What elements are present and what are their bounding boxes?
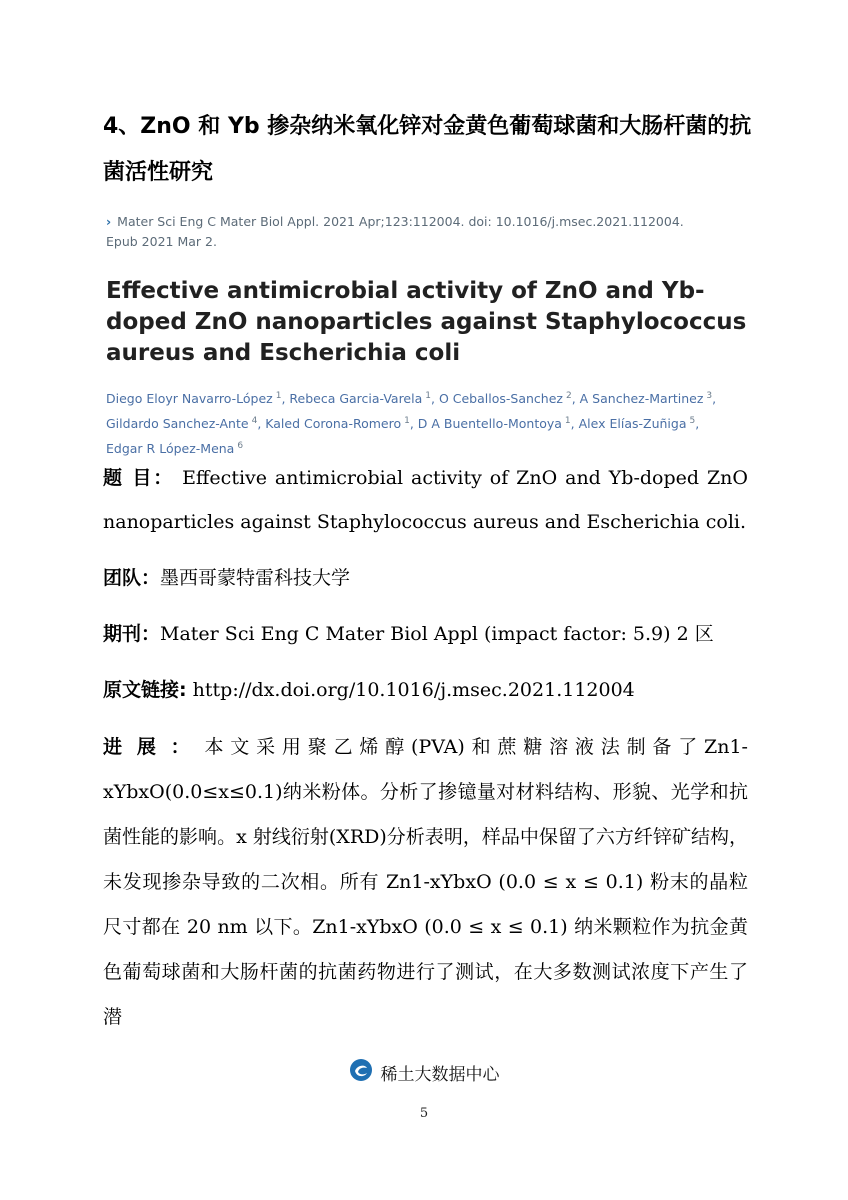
progress-field bbox=[103, 725, 748, 1040]
affiliation-number[interactable]: 1 bbox=[425, 391, 431, 401]
paper-title: Effective antimicrobial activity of ZnO and Yb-doped ZnO nanoparticles against Staphylococcus aureus and Escherichia coli bbox=[106, 278, 747, 366]
section-heading-line2: 菌活性研究 bbox=[103, 160, 214, 185]
team-value: 墨西哥蒙特雷科技大学 bbox=[160, 567, 351, 589]
journal-field bbox=[103, 612, 748, 656]
progress-label: 进展： bbox=[103, 736, 205, 758]
title-value: Effective antimicrobial activity of ZnO and Yb-doped ZnO nanoparticles against Staphylococcus aureus and Escherichia coli. bbox=[103, 467, 748, 533]
author-link[interactable]: Diego Eloyr Navarro-López bbox=[106, 391, 273, 407]
journal-label: 期刊： bbox=[103, 623, 161, 645]
progress-text: 本文采用聚乙烯醇(PVA)和蔗糖溶液法制备了Zn1-xYbxO(0.0≤x≤0.1)纳米粉体。分析了掺镱量对材料结构、形貌、光学和抗菌性能的影响。x 射线衍射(XRD)分析表明，样品中保留了六方纤锌矿结构，未发现掺杂导致的二次相。所有 Zn1-xYbxO (0.0 ≤ x ≤ 0.1) 粉末的晶粒尺寸都在 20 nm 以下。Zn1-xYbxO (0.0 ≤ x ≤ 0.1) 纳米颗粒作为抗金黄色葡萄球菌和大肠杆菌的抗菌药物进行了测试，在大多数测试浓度下产生了潜 bbox=[103, 736, 748, 1028]
affiliation-number[interactable]: 5 bbox=[689, 416, 696, 427]
brand-name: 稀土大数据中心 bbox=[380, 1065, 500, 1085]
author-link[interactable]: A Sanchez-Martinez bbox=[579, 391, 704, 407]
section-heading bbox=[103, 104, 753, 196]
journal-value: Mater Sci Eng C Mater Biol Appl (impact factor: 5.9) 2 区 bbox=[160, 623, 714, 645]
author-link[interactable]: Rebeca Garcia-Varela bbox=[289, 391, 423, 407]
affiliation-number[interactable]: 1 bbox=[404, 416, 410, 427]
section-heading-line1: 4、ZnO 和 Yb 掺杂纳米氧化锌对金黄色葡萄球菌和大肠杆菌的抗 bbox=[103, 114, 752, 139]
team-field bbox=[103, 556, 748, 600]
link-label: 原文链接: bbox=[103, 679, 187, 701]
author-link[interactable]: Edgar R López-Mena bbox=[106, 441, 235, 457]
link-field bbox=[103, 668, 748, 712]
title-label: 题 目： bbox=[103, 467, 175, 489]
author-link[interactable]: O Ceballos-Sanchez bbox=[438, 391, 563, 407]
affiliation-number[interactable]: 6 bbox=[237, 441, 244, 452]
chevron-right-icon[interactable]: › bbox=[106, 214, 112, 229]
citation-line1[interactable]: Mater Sci Eng C Mater Biol Appl. 2021 Apr;123:112004. doi: 10.1016/j.msec.2021.112004. bbox=[117, 214, 684, 229]
doi-link[interactable]: http://dx.doi.org/10.1016/j.msec.2021.112004 bbox=[186, 679, 635, 701]
author-link[interactable]: Kaled Corona-Romero bbox=[265, 416, 402, 432]
citation-line2: Epub 2021 Mar 2. bbox=[106, 234, 217, 249]
affiliation-number[interactable]: 1 bbox=[564, 416, 571, 427]
affiliation-number[interactable]: 3 bbox=[706, 391, 713, 401]
team-label: 团队： bbox=[103, 567, 161, 589]
citation bbox=[106, 212, 706, 252]
author-link[interactable]: D A Buentello-Montoya bbox=[417, 416, 562, 432]
footer-brand bbox=[0, 1058, 848, 1087]
rare-earth-logo-icon bbox=[349, 1058, 373, 1087]
author-link[interactable]: Alex Elías-Zuñiga bbox=[578, 416, 687, 432]
author-list: Diego Eloyr Navarro-López $^1$, Rebeca Garcia-Varela $^1$, O Ceballos-Sanchez $^2$, A Sanchez-Martinez $^3$, Gildardo Sanchez-Ante $^4$, Kaled Corona-Romero $^1$, D A Buentello-Montoya $^1$, Alex Elías-Zuñiga $^5$, Edgar R López-Mena $^6$ bbox=[106, 391, 717, 457]
page-number: 5 bbox=[419, 1106, 429, 1121]
title-field bbox=[103, 456, 748, 544]
affiliation-number[interactable]: 4 bbox=[251, 416, 258, 427]
author-link[interactable]: Gildardo Sanchez-Ante bbox=[106, 416, 249, 432]
affiliation-number[interactable]: 1 bbox=[275, 391, 282, 401]
affiliation-number[interactable]: 2 bbox=[565, 391, 572, 401]
